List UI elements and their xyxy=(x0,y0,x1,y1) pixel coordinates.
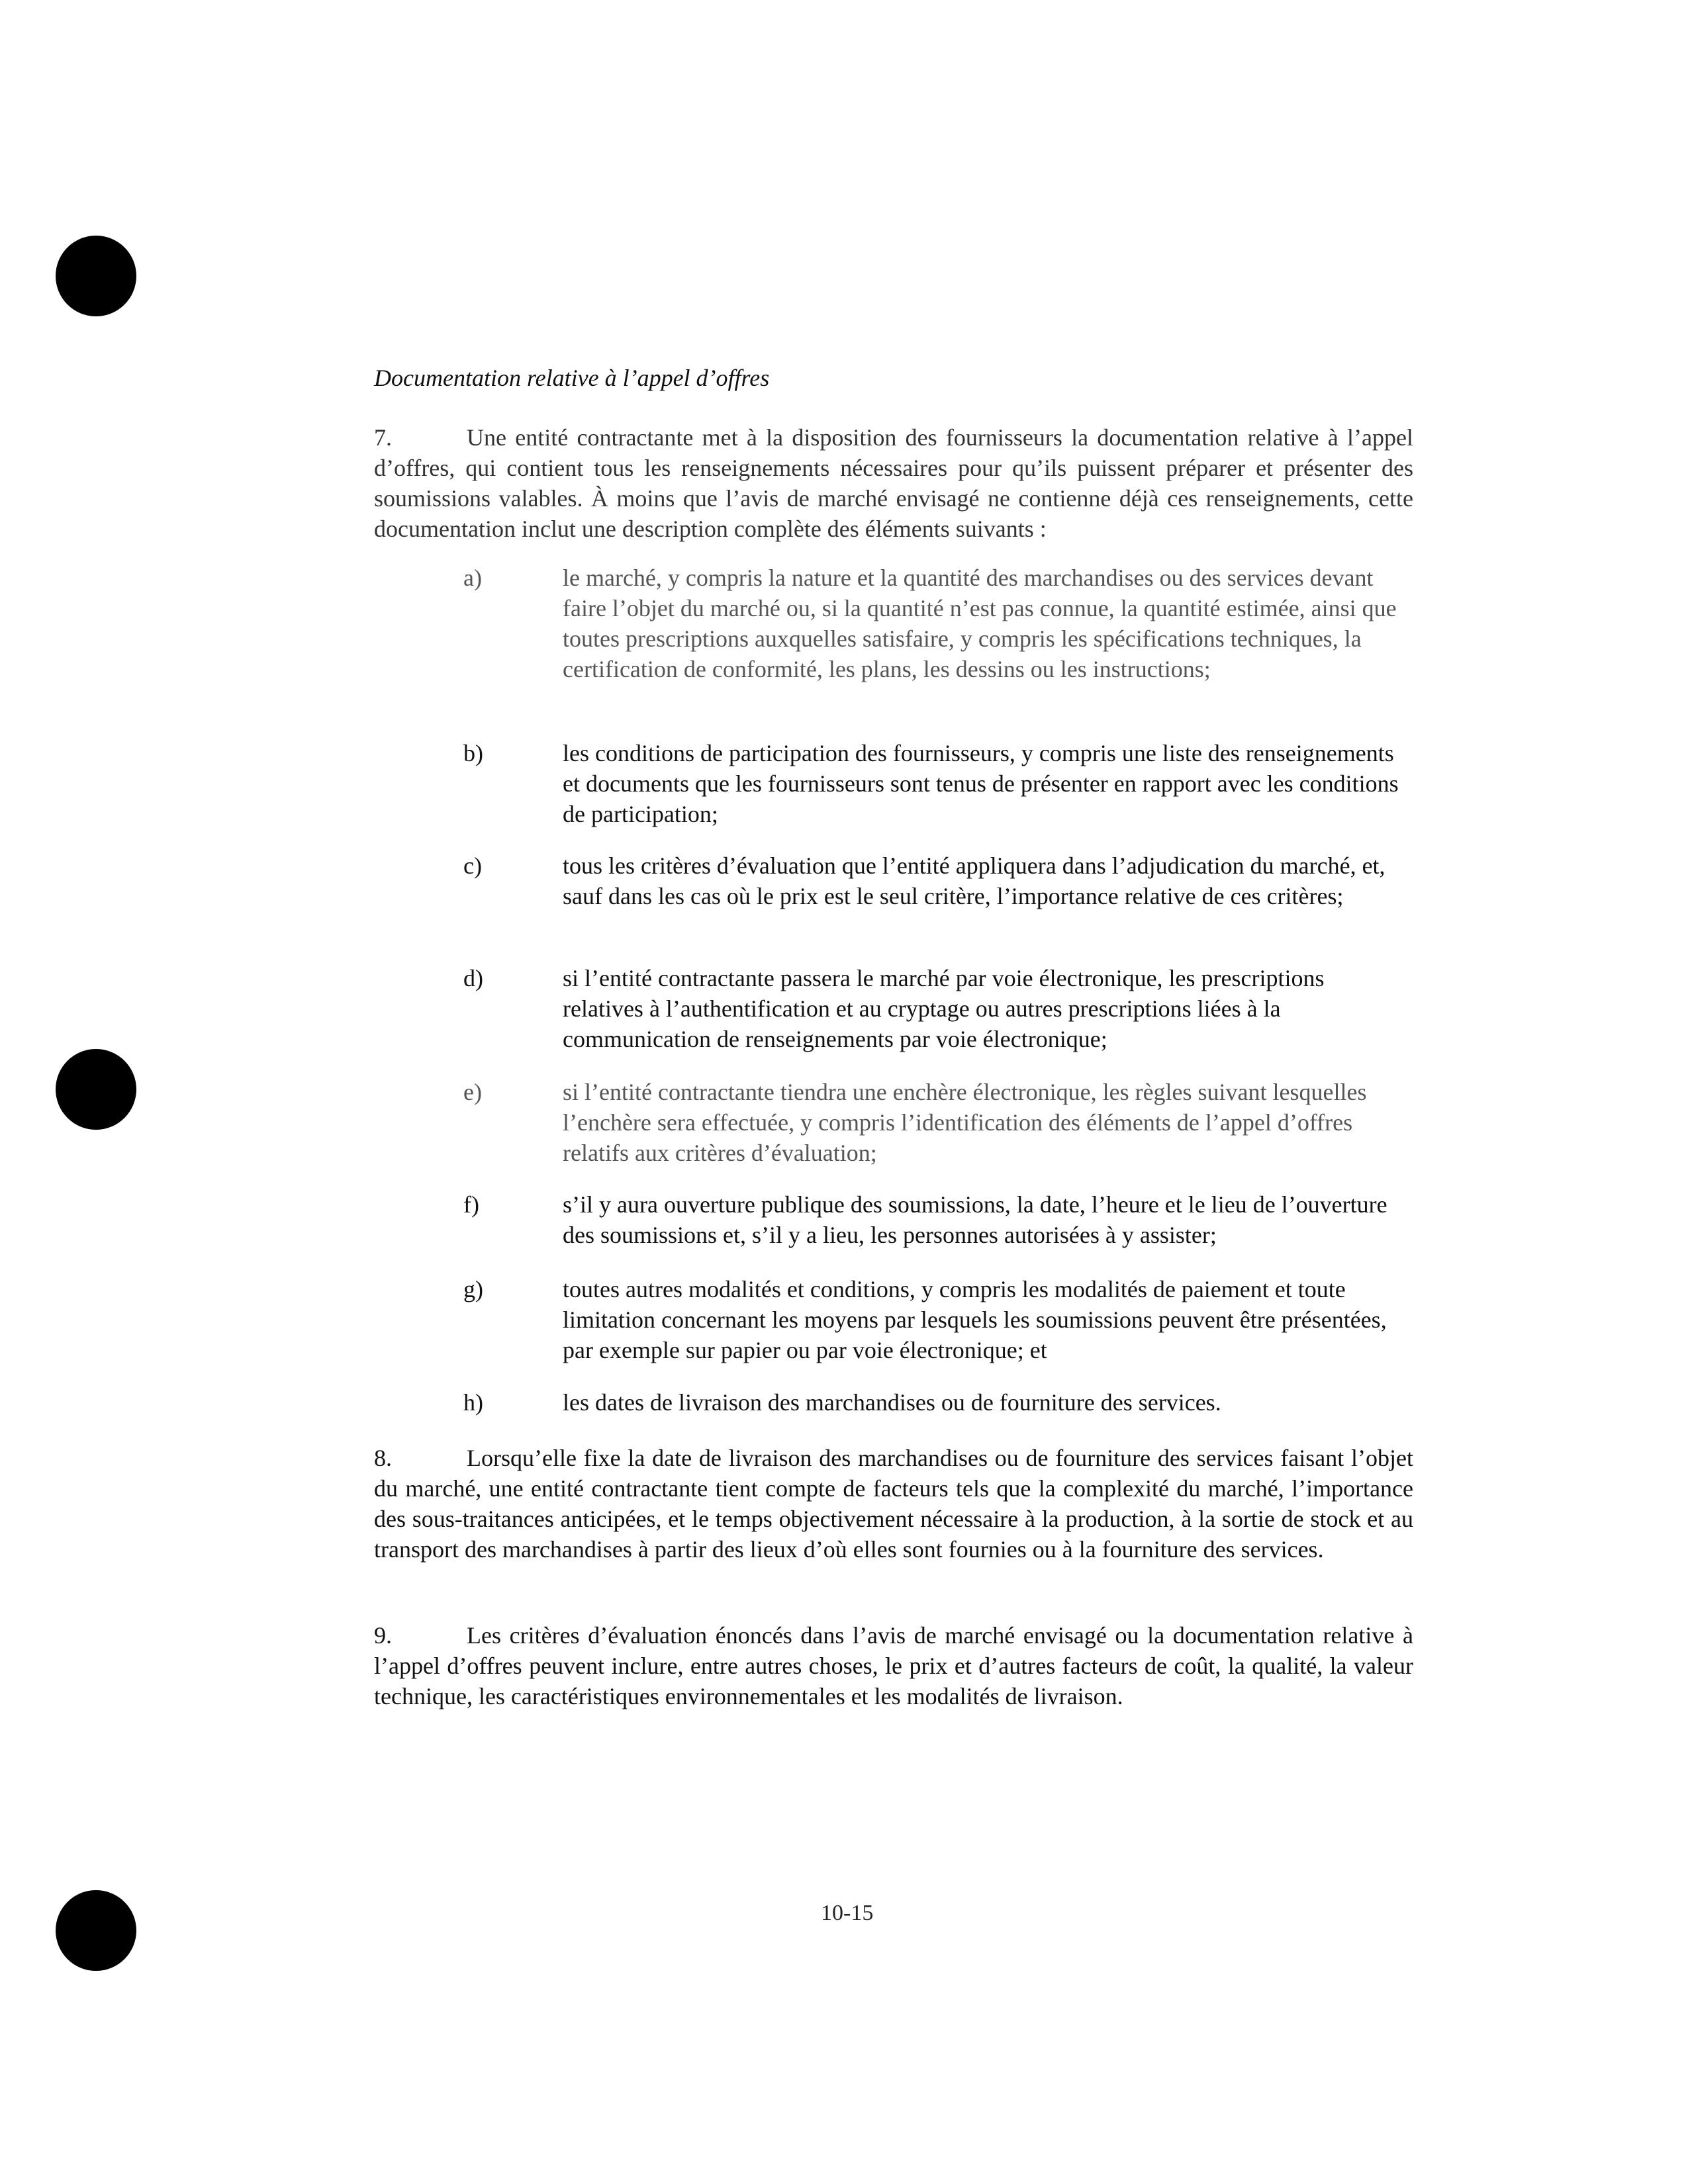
paragraph-8 xyxy=(374,1443,1413,1565)
binder-hole xyxy=(56,1890,136,1971)
paragraph-7 xyxy=(374,422,1413,544)
list-item-letter: a) xyxy=(463,565,482,591)
section-heading: Documentation relative à l’appel d’offres xyxy=(374,365,770,391)
page-number: 10-15 xyxy=(821,1901,874,1925)
list-item-text: si l’entité contractante passera le marché par voie électronique, les prescriptions relatives à l’authentification et au cryptage ou autres prescriptions liées à la communication de renseignements par voie électronique; xyxy=(563,965,1325,1052)
list-item-text: toutes autres modalités et conditions, y compris les modalités de paiement et toute limitation concernant les moyens par lesquels les soumissions peuvent être présentées, par exemple sur papier ou par voie électronique; et xyxy=(563,1276,1387,1363)
paragraph-number: 8. xyxy=(374,1445,392,1471)
list-item-letter: b) xyxy=(463,740,483,766)
paragraph-number: 7. xyxy=(374,424,392,451)
list-item-letter: f) xyxy=(463,1191,479,1218)
list-item-b xyxy=(463,738,1410,829)
list-item-letter: d) xyxy=(463,965,483,991)
list-item-letter: e) xyxy=(463,1079,482,1105)
list-item-f xyxy=(463,1189,1410,1250)
list-item-letter: h) xyxy=(463,1389,483,1416)
list-item-text: les dates de livraison des marchandises ou de fourniture des services. xyxy=(563,1389,1221,1416)
list-item-h xyxy=(463,1387,1410,1418)
paragraph-text: Lorsqu’elle fixe la date de livraison des marchandises ou de fourniture des services faisant l’objet du marché, une entité contractante tient compte de facteurs tels que la complexité du marché, l’importance des sous-traitances anticipées, et le temps objectivement nécessaire à la production, à la sortie de stock et au transport des marchandises à partir des lieux d’où elles sont fournies ou à la fourniture des services. xyxy=(374,1445,1413,1563)
paragraph-text: Une entité contractante met à la disposition des fournisseurs la documentation relative à l’appel d’offres, qui contient tous les renseignements nécessaires pour qu’ils puissent préparer et présenter des soumissions valables. À moins que l’avis de marché envisagé ne contienne déjà ces renseignements, cette documentation inclut une description complète des éléments suivants : xyxy=(374,424,1413,542)
list-item-text: le marché, y compris la nature et la quantité des marchandises ou des services devant faire l’objet du marché ou, si la quantité n’est pas connue, la quantité estimée, ainsi que toutes prescriptions auxquelles satisfaire, y compris les spécifications techniques, la certification de conformité, les plans, les dessins ou les instructions; xyxy=(563,565,1397,682)
binder-hole xyxy=(56,236,136,316)
list-item-d xyxy=(463,963,1410,1054)
paragraph-number: 9. xyxy=(374,1622,392,1649)
list-item-text: les conditions de participation des fournisseurs, y compris une liste des renseignements et documents que les fournisseurs sont tenus de présenter en rapport avec les conditions de participation; xyxy=(563,740,1399,827)
paragraph-text: Les critères d’évaluation énoncés dans l’avis de marché envisagé ou la documentation relative à l’appel d’offres peuvent inclure, entre autres choses, le prix et d’autres facteurs de coût, la qualité, la valeur technique, les caractéristiques environnementales et les modalités de livraison. xyxy=(374,1622,1413,1709)
list-item-a xyxy=(463,563,1410,684)
list-item-c xyxy=(463,850,1410,911)
list-item-letter: g) xyxy=(463,1276,483,1302)
list-item-e xyxy=(463,1077,1410,1168)
list-item-text: si l’entité contractante tiendra une enchère électronique, les règles suivant lesquelles l’enchère sera effectuée, y compris l’identification des éléments de l’appel d’offres relatifs aux critères d’évaluation; xyxy=(563,1079,1367,1166)
binder-hole xyxy=(56,1049,136,1130)
list-item-letter: c) xyxy=(463,852,482,879)
list-item-text: tous les critères d’évaluation que l’entité appliquera dans l’adjudication du marché, et, sauf dans les cas où le prix est le seul critère, l’importance relative de ces critères; xyxy=(563,852,1385,909)
list-item-text: s’il y aura ouverture publique des soumissions, la date, l’heure et le lieu de l’ouverture des soumissions et, s’il y a lieu, les personnes autorisées à y assister; xyxy=(563,1191,1387,1248)
list-item-g xyxy=(463,1274,1410,1365)
paragraph-9 xyxy=(374,1620,1413,1711)
